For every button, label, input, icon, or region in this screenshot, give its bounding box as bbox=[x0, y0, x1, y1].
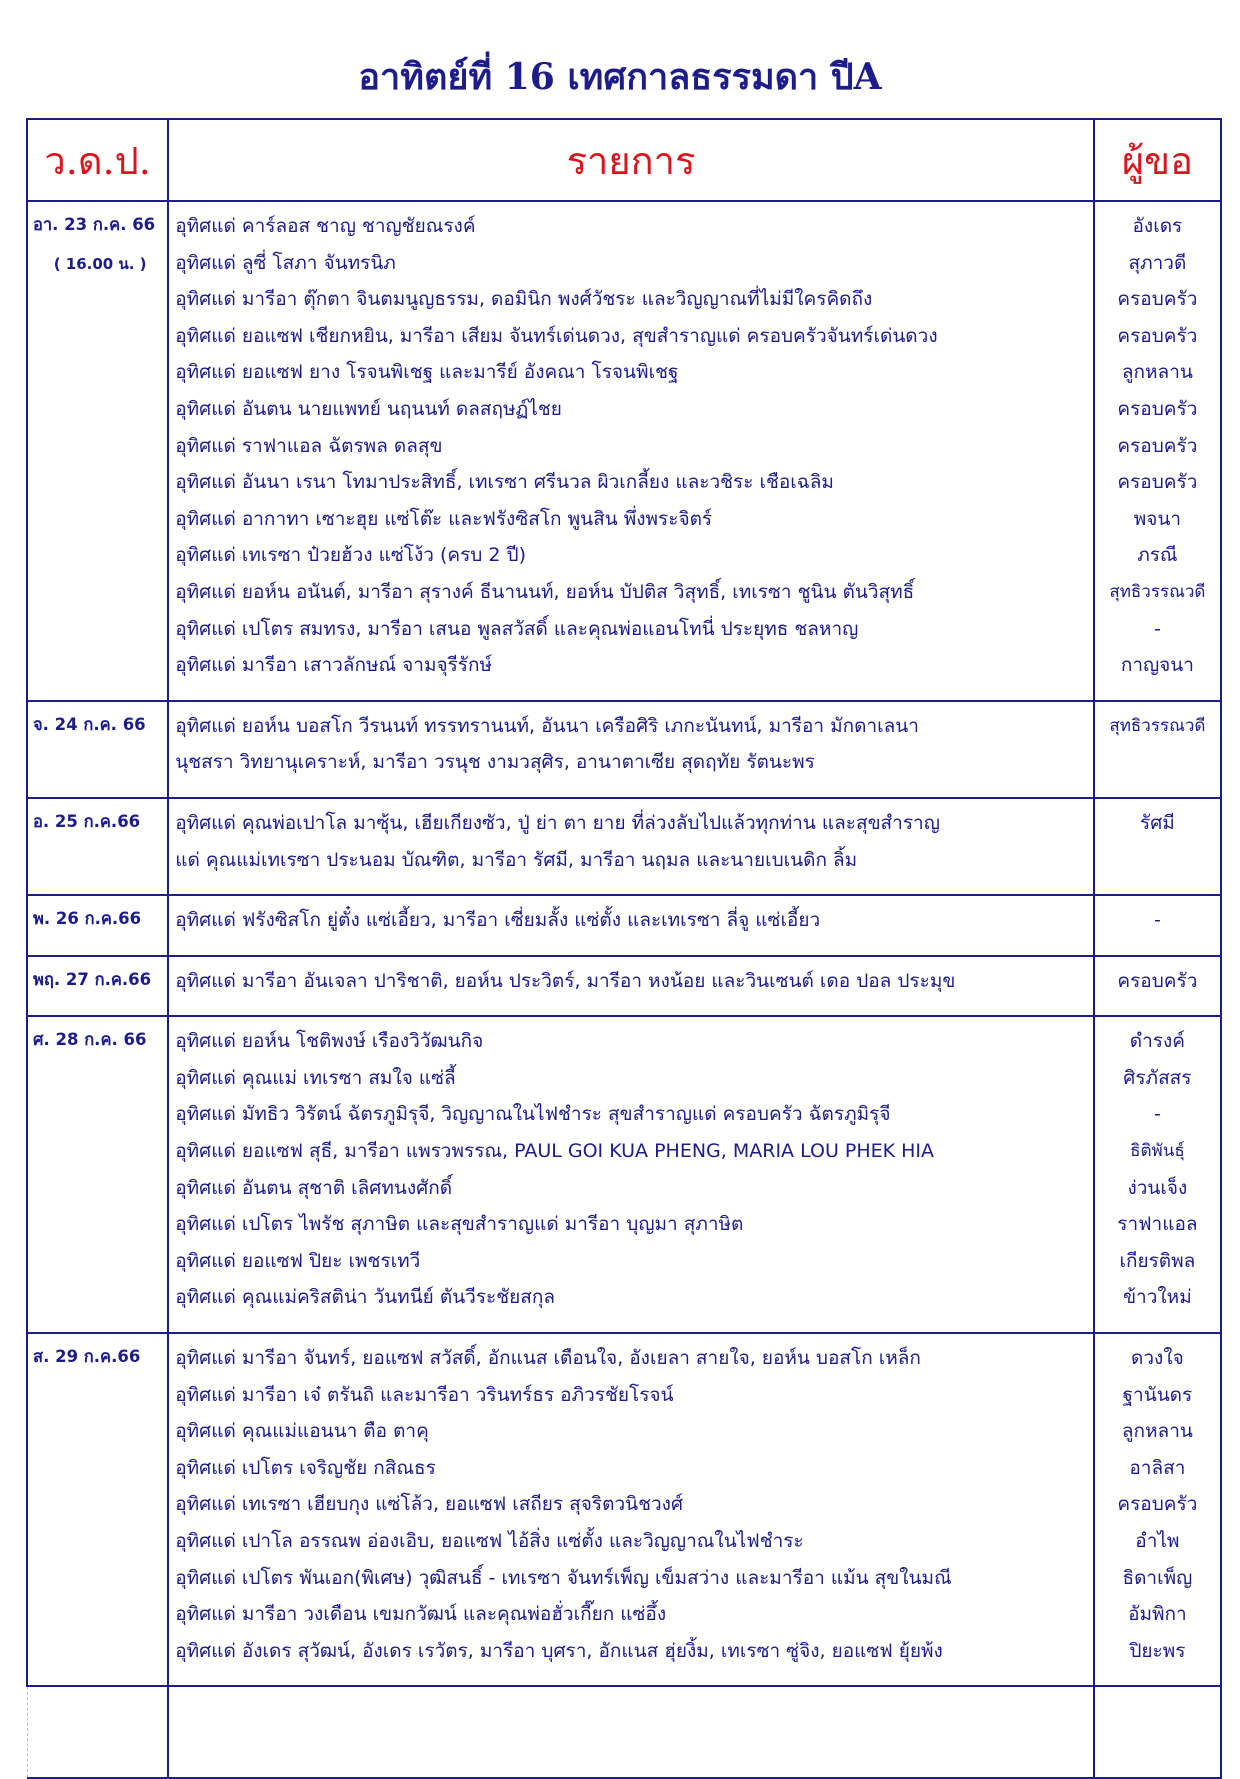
empty-items-cell bbox=[168, 1686, 1094, 1778]
intention-item: อุทิศแด่ ฟรังซิสโก ยู่ตั๋ง แซ่เอี้ยว, มารีอา เซี่ยมลั้ง แซ่ตั้ง และเทเรซา ลี่จู แซ่เอี้ยว bbox=[175, 909, 821, 932]
intention-item: อุทิศแด่ อันตน สุชาติ เลิศทนงศักดิ์ bbox=[175, 1176, 453, 1199]
intention-item: อุทิศแด่ คุณแม่ เทเรซา สมใจ แซ่ลี้ bbox=[175, 1066, 456, 1089]
requester-name: ข้าวใหม่ bbox=[1123, 1286, 1192, 1309]
requester-name: ครอบครัว bbox=[1117, 1493, 1198, 1516]
requester-name: กาญจนา bbox=[1120, 654, 1194, 677]
requester-cell bbox=[1094, 798, 1221, 895]
date-cell bbox=[27, 701, 168, 798]
date-cell bbox=[27, 1333, 168, 1686]
requester-cell bbox=[1094, 201, 1221, 701]
intention-item: อุทิศแด่ เปโตร ไพรัช สุภาษิต และสุขสำราญแด่ มารีอา บุญมา สุภาษิต bbox=[175, 1213, 744, 1236]
intention-item: อุทิศแด่ เปโตร สมทรง, มารีอา เสนอ พูลสวัสดิ์ และคุณพ่อแอนโทนี่ ประยุทธ ชลหาญ bbox=[175, 617, 859, 640]
requester-cell bbox=[1094, 956, 1221, 1017]
date-text: พฤ. 27 ก.ค.66 bbox=[33, 969, 152, 989]
table-row bbox=[27, 956, 1221, 1017]
table-row bbox=[27, 201, 1221, 701]
requester-name: พจนา bbox=[1133, 507, 1182, 530]
requester-name: สุภาวดี bbox=[1128, 251, 1187, 274]
intention-item: อุทิศแด่ เปโตร เจริญชัย กสิณธร bbox=[175, 1456, 436, 1479]
table-row bbox=[27, 798, 1221, 895]
intention-item: อุทิศแด่ ยอห์น บอสโก วีรนนท์ ทรรทรานนท์, อันนา เครือศิริ เภกะนันทน์, มารีอา มักดาเลนา bbox=[175, 714, 919, 737]
date-cell bbox=[27, 1016, 168, 1333]
items-cell bbox=[168, 201, 1094, 701]
requester-name: ราฟาแอล bbox=[1117, 1213, 1198, 1236]
intention-item: นุชสรา วิทยานุเคราะห์, มารีอา วรนุช งามวสุศิร, อานาตาเซีย สุดฤทัย รัตนะพร bbox=[175, 751, 815, 774]
items-cell bbox=[168, 956, 1094, 1017]
requester-name: สุทธิวรรณวดี bbox=[1109, 581, 1206, 602]
empty-row bbox=[27, 1686, 1221, 1778]
requester-name: ครอบครัว bbox=[1117, 434, 1198, 457]
header-requester: ผู้ขอ bbox=[1094, 119, 1221, 201]
table-body bbox=[27, 201, 1221, 1778]
requester-name: ครอบครัว bbox=[1117, 324, 1198, 347]
date-cell bbox=[27, 201, 168, 701]
items-cell bbox=[168, 701, 1094, 798]
table-row bbox=[27, 701, 1221, 798]
header-items: รายการ bbox=[168, 119, 1094, 201]
intention-item: อุทิศแด่ เปาโล อรรณพ อ่องเอิบ, ยอแซฟ ไอ้สิ่ง แซ่ตั้ง และวิญญาณในไฟชำระ bbox=[175, 1530, 804, 1552]
empty-date-cell bbox=[27, 1686, 168, 1778]
requester-name: รัศมี bbox=[1139, 811, 1175, 834]
requester-name: อาลิสา bbox=[1129, 1456, 1186, 1479]
requester-name: - bbox=[1153, 1103, 1161, 1126]
time-text: ( 16.00 น. ) bbox=[53, 255, 147, 273]
empty-requester-cell bbox=[1094, 1686, 1221, 1778]
intention-item: อุทิศแด่ เปโตร พันเอก(พิเศษ) วุฒิสนธิ์ - เทเรซา จันทร์เพ็ญ เข็มสว่าง และมารีอา แม้น สุขในมณี bbox=[175, 1566, 952, 1589]
intention-item: อุทิศแด่ อังเดร สุวัฒน์, อังเดร เรวัตร, มารีอา บุศรา, อักแนส ฮุ่ยงิ้ม, เทเรซา ซู่จิง, ยอแซฟ ยุ้ยพ้ง bbox=[175, 1639, 943, 1662]
intention-item: อุทิศแด่ ยอแซฟ สุธี, มารีอา แพรวพรรณ, PAUL GOI KUA PHENG, MARIA LOU PHEK HIA bbox=[175, 1140, 935, 1163]
requester-name: ครอบครัว bbox=[1117, 397, 1198, 420]
table-row bbox=[27, 1016, 1221, 1333]
requester-name: ง่วนเจ็ง bbox=[1127, 1176, 1188, 1199]
intention-item: อุทิศแด่ อากาทา เซาะฮุย แซ่โต๊ะ และฟรังซิสโก พูนสิน พึ่งพระจิตร์ bbox=[175, 507, 713, 530]
intention-item: อุทิศแด่ ราฟาแอล ฉัตรพล ดลสุข bbox=[175, 434, 443, 457]
items-cell bbox=[168, 798, 1094, 895]
date-cell bbox=[27, 956, 168, 1017]
page-title: อาทิตย์ที่ 16 เทศกาลธรรมดา ปีA bbox=[358, 56, 882, 98]
intention-item: อุทิศแด่ มารีอา เจ๋ ตรันถิ และมารีอา วรินทร์ธร อภิวรชัยโรจน์ bbox=[175, 1383, 674, 1406]
intention-item: อุทิศแด่ เทเรซา ป๋วยฮ้วง แซ่โง้ว (ครบ 2 ปี) bbox=[175, 544, 526, 567]
intention-item: อุทิศแด่ ยอแซฟ เชียกหยิน, มารีอา เสียม จันทร์เด่นดวง, สุขสำราญแด่ ครอบครัวจันทร์เด่นดวง bbox=[175, 324, 938, 347]
requester-name: ลูกหลาน bbox=[1121, 1420, 1193, 1443]
requester-cell bbox=[1094, 895, 1221, 956]
requester-name: อำไพ bbox=[1135, 1530, 1180, 1552]
requester-cell bbox=[1094, 701, 1221, 798]
requester-cell bbox=[1094, 1333, 1221, 1686]
header-date: ว.ด.ป. bbox=[27, 119, 168, 201]
date-text: จ. 24 ก.ค. 66 bbox=[33, 714, 146, 734]
requester-cell bbox=[1094, 1016, 1221, 1333]
requester-name: อัมพิกา bbox=[1128, 1603, 1187, 1626]
date-cell bbox=[27, 895, 168, 956]
items-cell bbox=[168, 895, 1094, 956]
requester-name: ฐานันดร bbox=[1122, 1383, 1193, 1406]
requester-name: ครอบครัว bbox=[1117, 471, 1198, 494]
requester-name: สุทธิวรรณวดี bbox=[1109, 715, 1206, 736]
mass-intentions-table bbox=[26, 118, 1222, 1779]
intention-item: อุทิศแด่ มารีอา เสาวลักษณ์ จามจุรีรักษ์ bbox=[175, 654, 493, 677]
intention-item: อุทิศแด่ มารีอา อันเจลา ปาริชาติ, ยอห์น ประวิตร์, มารีอา หงน้อย และวินเซนต์ เดอ ปอล ประมุข bbox=[175, 969, 956, 992]
requester-name: ปิยะพร bbox=[1129, 1639, 1186, 1662]
date-cell bbox=[27, 798, 168, 895]
items-cell bbox=[168, 1333, 1094, 1686]
intention-item: อุทิศแด่ ยอแซฟ ยาง โรจนพิเชฐ และมารีย์ อังคณา โรจนพิเชฐ bbox=[175, 361, 679, 384]
intention-item: อุทิศแด่ มารีอา ตุ๊กตา จินตมนูญธรรม, ดอมินิก พงศ์วัชระ และวิญญาณที่ไม่มีใครคิดถึง bbox=[175, 288, 873, 311]
date-text: อ. 25 ก.ค.66 bbox=[33, 811, 141, 831]
requester-name: ครอบครัว bbox=[1117, 288, 1198, 311]
requester-name: ดวงใจ bbox=[1131, 1347, 1184, 1370]
date-text: พ. 26 ก.ค.66 bbox=[33, 909, 142, 929]
intention-item: อุทิศแด่ ยอห์น อนันต์, มารีอา สุรางค์ ธีนานนท์, ยอห์น บัปติส วิสุทธิ์, เทเรซา ชูนิน ตันวิสุทธิ์ bbox=[175, 580, 915, 603]
requester-name: ธิติพันธุ์ bbox=[1130, 1141, 1185, 1162]
requester-name: ดำรงค์ bbox=[1129, 1030, 1185, 1053]
intention-item: อุทิศแด่ คุณพ่อเปาโล มาซุ้น, เฮียเกียงซัว, ปู่ ย่า ตา ยาย ที่ล่วงลับไปแล้วทุกท่าน และสุขสำราญ bbox=[175, 811, 940, 834]
requester-name: ภรณี bbox=[1137, 544, 1178, 567]
date-text: อา. 23 ก.ค. 66 bbox=[33, 215, 156, 234]
table-row bbox=[27, 1333, 1221, 1686]
intention-item: แด่ คุณแม่เทเรซา ประนอม บัณฑิต, มารีอา รัศมี, มารีอา นฤมล และนายเบเนดิก ลิ้ม bbox=[175, 848, 858, 871]
requester-name: ครอบครัว bbox=[1117, 969, 1198, 992]
intention-item: อุทิศแด่ อันนา เรนา โทมาประสิทธิ์, เทเรซา ศรีนวล ผิวเกลี้ยง และวชิระ เชือเฉลิม bbox=[175, 471, 834, 494]
requester-name: เกียรติพล bbox=[1119, 1249, 1196, 1272]
table-header-row bbox=[27, 119, 1221, 201]
table-row bbox=[27, 895, 1221, 956]
intention-item: อุทิศแด่ มัทธิว วิรัตน์ ฉัตรภูมิรุจี, วิญญาณในไฟชำระ สุขสำราญแด่ ครอบครัว ฉัตรภูมิรุจี bbox=[175, 1103, 891, 1126]
date-text: ศ. 28 ก.ค. 66 bbox=[33, 1030, 147, 1050]
intention-item: อุทิศแด่ อันตน นายแพทย์ นฤนนท์ ดลสฤษฏ์ไชย bbox=[175, 397, 562, 420]
intention-item: อุทิศแด่ ยอแซฟ ปิยะ เพชรเทวี bbox=[175, 1249, 421, 1272]
intention-item: อุทิศแด่ ลูซี่ โสภา จันทรนิภ bbox=[175, 251, 396, 274]
intention-item: อุทิศแด่ ยอห์น โชติพงษ์ เรืองวิวัฒนกิจ bbox=[175, 1030, 484, 1053]
items-cell bbox=[168, 1016, 1094, 1333]
requester-name: ธิดาเพ็ญ bbox=[1122, 1566, 1193, 1589]
date-text: ส. 29 ก.ค.66 bbox=[33, 1347, 141, 1367]
requester-name: ลูกหลาน bbox=[1121, 361, 1193, 384]
intention-item: อุทิศแด่ มารีอา จันทร์, ยอแซฟ สวัสดิ์, อักแนส เตือนใจ, อังเยลา สายใจ, ยอห์น บอสโก เหล็ก bbox=[175, 1347, 921, 1370]
requester-name: - bbox=[1153, 617, 1161, 640]
requester-name: อังเดร bbox=[1132, 215, 1183, 237]
requester-name: - bbox=[1153, 909, 1161, 932]
intention-item: อุทิศแด่ คุณแม่แอนนา ตือ ตาคุ bbox=[175, 1420, 429, 1443]
intention-item: อุทิศแด่ มารีอา วงเดือน เขมกวัฒน์ และคุณพ่อฮั่วเกี๊ยก แซ่อึ้ง bbox=[175, 1603, 667, 1626]
intention-item: อุทิศแด่ คุณแม่คริสติน่า วันทนีย์ ตันวีระชัยสกุล bbox=[175, 1286, 556, 1309]
intention-item: อุทิศแด่ คาร์ลอส ชาญ ชาญชัยณรงค์ bbox=[175, 215, 476, 237]
requester-name: ศิรภัสสร bbox=[1123, 1066, 1192, 1089]
intention-item: อุทิศแด่ เทเรซา เฮียบกุง แซ่โล้ว, ยอแซฟ เสถียร สุจริตวนิชวงศ์ bbox=[175, 1493, 684, 1516]
